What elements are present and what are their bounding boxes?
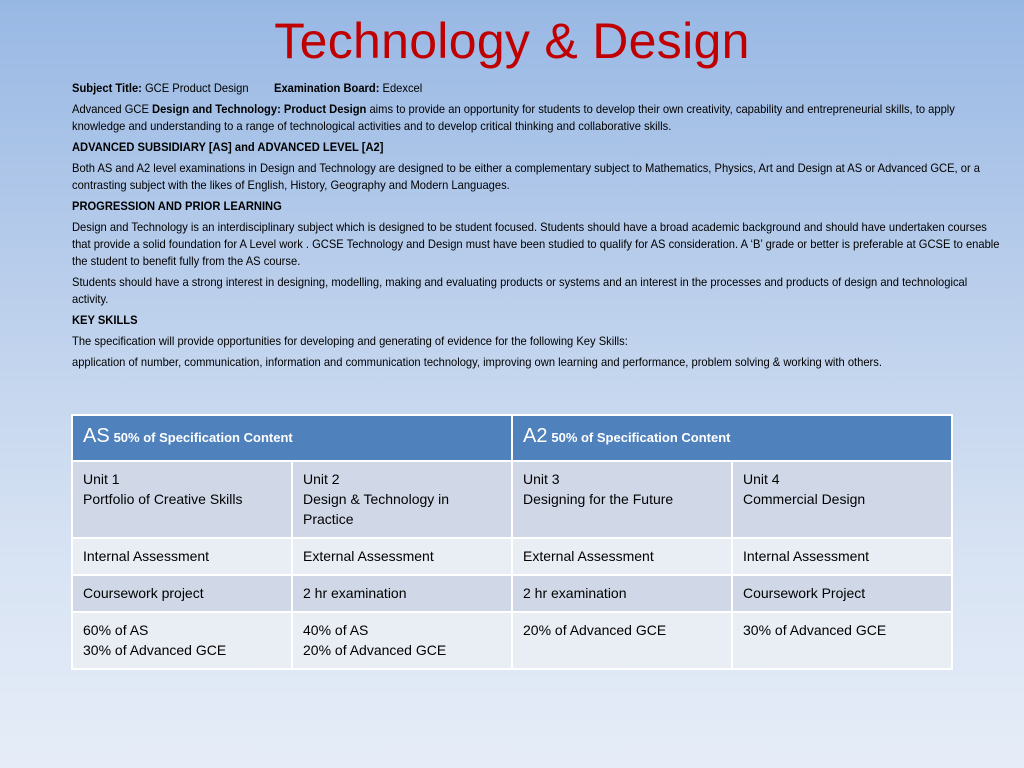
section-heading: ADVANCED SUBSIDIARY [AS] and ADVANCED LEVEL [A2] <box>72 140 384 154</box>
cell-text: 30% of Advanced GCE <box>743 622 887 638</box>
cell-text: Internal Assessment <box>743 548 870 564</box>
cell-text: External Assessment <box>523 548 654 564</box>
cell-text: 40% of AS <box>303 622 369 638</box>
table-cell <box>512 612 732 669</box>
a2-header <box>512 415 952 461</box>
table-row <box>72 612 952 669</box>
page-title: Technology & Design <box>274 13 750 69</box>
table-cell <box>72 461 292 538</box>
subject-line <box>72 80 1002 97</box>
cell-text: Coursework project <box>83 585 204 601</box>
intro-bold: Design and Technology: Product Design <box>152 102 367 116</box>
table-cell <box>512 575 732 612</box>
as-level-desc: 50% of Specification Content <box>113 430 293 445</box>
a2-level-desc: 50% of Specification Content <box>551 430 731 445</box>
cell-text: External Assessment <box>303 548 434 564</box>
section-heading: KEY SKILLS <box>72 313 138 327</box>
cell-text: Unit 1 <box>83 471 120 487</box>
cell-text: 30% of Advanced GCE <box>83 642 227 658</box>
section-paragraph: The specification will provide opportunities for developing and generating of evidence for the following Key Skills: <box>72 334 628 348</box>
cell-text: 60% of AS <box>83 622 149 638</box>
as-header <box>72 415 512 461</box>
cell-text: 20% of Advanced GCE <box>303 642 447 658</box>
section-heading: PROGRESSION AND PRIOR LEARNING <box>72 199 282 213</box>
section-paragraph: Both AS and A2 level examinations in Design and Technology are designed to be either a complementary subject to Mathematics, Physics, Art and Design at AS or Advanced GCE, or a contrasting subject with the likes of English, History, Geography and Modern Languages. <box>72 161 980 192</box>
section-paragraph: application of number, communication, information and communication technology, improving own learning and performance, problem solving & working with others. <box>72 355 882 369</box>
table-cell <box>72 612 292 669</box>
cell-text: Design & Technology in Practice <box>303 491 450 527</box>
a2-level-label: A2 <box>523 425 548 447</box>
table-cell <box>292 612 512 669</box>
table-row <box>72 575 952 612</box>
as-level-label: AS <box>83 425 110 447</box>
cell-text: Unit 3 <box>523 471 560 487</box>
cell-text: Unit 2 <box>303 471 340 487</box>
table-cell <box>72 538 292 575</box>
cell-text: Coursework Project <box>743 585 866 601</box>
table-cell <box>292 538 512 575</box>
table-cell <box>72 575 292 612</box>
table-row <box>72 461 952 538</box>
subject-title-value: GCE Product Design <box>144 81 249 95</box>
table-cell <box>292 461 512 538</box>
table-cell <box>512 538 732 575</box>
cell-text: 2 hr examination <box>523 585 627 601</box>
specification-table <box>71 414 953 670</box>
cell-text: 20% of Advanced GCE <box>523 622 667 638</box>
subject-title-label: Subject Title: <box>72 81 142 95</box>
cell-text: 2 hr examination <box>303 585 407 601</box>
table-cell <box>732 461 952 538</box>
table-cell <box>732 612 952 669</box>
intro-post: aims to provide an opportunity for students to develop their own creativity, capability and entrepreneurial skills, to apply knowledge and understanding to a range of technological activities and to develop critical thinking and collaborative skills. <box>72 102 955 133</box>
exam-board-value: Edexcel <box>382 81 423 95</box>
table-cell <box>732 575 952 612</box>
cell-text: Unit 4 <box>743 471 780 487</box>
intro-paragraph <box>72 101 1002 135</box>
table-cell <box>292 575 512 612</box>
cell-text: Commercial Design <box>743 491 866 507</box>
table-header-row <box>72 415 952 461</box>
section-paragraph: Design and Technology is an interdisciplinary subject which is designed to be student focused. Students should have a broad academic background and should have undertaken courses that provide a solid foundation for A Level work . GCSE Technology and Design must have been studied to qualify for AS consideration. A ‘B’ grade or better is preferable at GCSE to enable the student to benefit fully from the AS course. <box>72 220 1000 268</box>
intro-pre: Advanced GCE <box>72 102 153 116</box>
table-row <box>72 538 952 575</box>
course-description <box>72 80 1002 375</box>
cell-text: Designing for the Future <box>523 491 674 507</box>
table-cell <box>732 538 952 575</box>
exam-board-label: Examination Board: <box>273 81 380 95</box>
cell-text: Portfolio of Creative Skills <box>83 491 243 507</box>
section-paragraph: Students should have a strong interest in designing, modelling, making and evaluating products or systems and an interest in the processes and products of design and technological activity. <box>72 275 968 306</box>
table-cell <box>512 461 732 538</box>
cell-text: Internal Assessment <box>83 548 210 564</box>
